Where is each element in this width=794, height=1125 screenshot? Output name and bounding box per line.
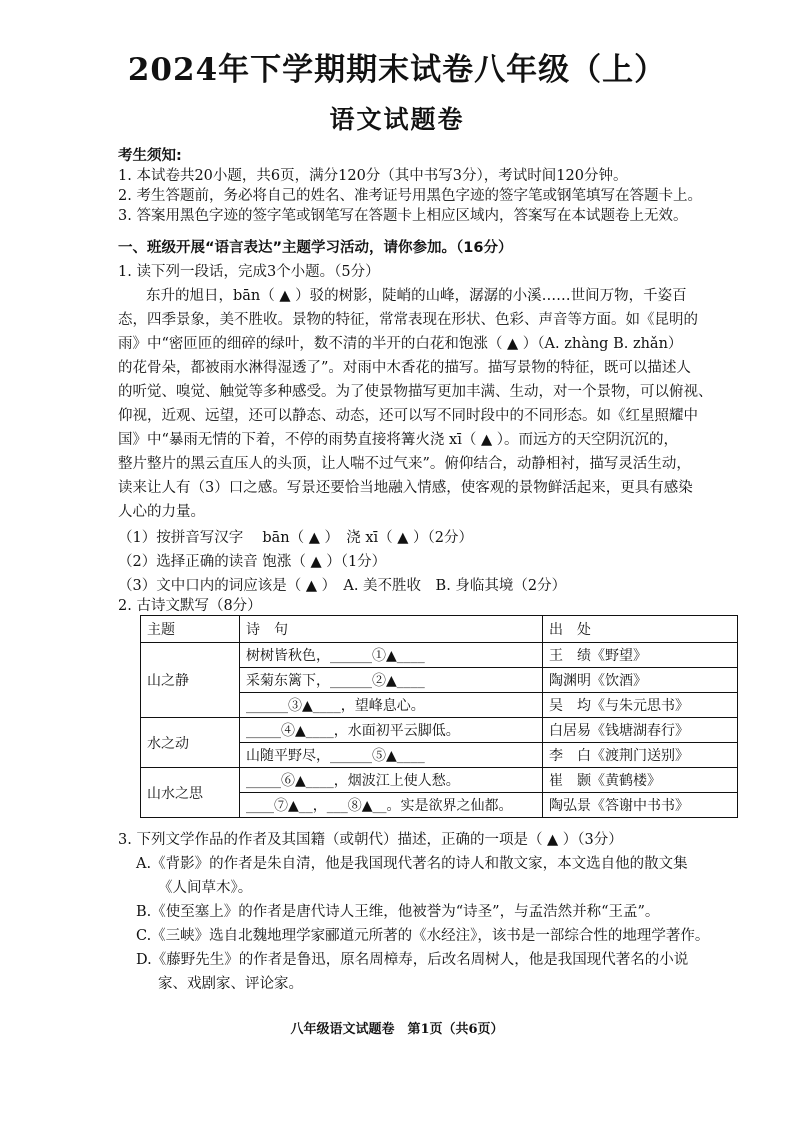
verse-cell: 采菊东篱下，______②▲____ [240, 668, 543, 693]
notice-item: 1. 本试卷共20小题，共6页，满分120分（其中书写3分），考试时间120分钟。 [118, 168, 628, 184]
sub-question: （1）按拼音写汉字 bān（ ▲ ） 浇 xī（ ▲ ）（2分） [118, 530, 473, 546]
option-line: 《人间草木》。 [158, 880, 253, 896]
table-header: 主题 [141, 616, 240, 643]
passage-line: 整片整片的黑云直压人的头顶，让人喘不过气来”。俯仰结合，动静相衬，描写灵活生动， [118, 456, 691, 472]
option-line: D.《藤野先生》的作者是鲁迅，原名周樟寿，后改名周树人，他是我国现代著名的小说 [136, 952, 689, 968]
table-header: 出 处 [543, 616, 738, 643]
verse-cell: 树树皆秋色，______①▲____ [240, 643, 543, 668]
poetry-table [140, 615, 738, 818]
question-stem: 2. 古诗文默写（8分） [118, 598, 262, 614]
source-cell: 白居易《钱塘湖春行》 [543, 718, 738, 743]
question-stem: 3. 下列文学作品的作者及其国籍（或朝代）描述，正确的一项是（ ▲ ）（3分） [118, 832, 623, 848]
exam-title: 2024年下学期期末试卷八年级（上） [127, 52, 667, 88]
source-cell: 王 绩《野望》 [543, 643, 738, 668]
exam-subtitle: 语文试题卷 [329, 105, 465, 134]
option-line: B.《使至塞上》的作者是唐代诗人王维，他被誉为“诗圣”，与孟浩然并称“王孟”。 [136, 904, 660, 920]
source-cell: 崔 颢《黄鹤楼》 [543, 768, 738, 793]
notice-item: 2. 考生答题前，务必将自己的姓名、准考证号用黑色字迹的签字笔或钢笔填写在答题卡上。 [118, 188, 702, 204]
theme-cell: 水之动 [141, 718, 240, 768]
option-line: C.《三峡》选自北魏地理学家郦道元所著的《水经注》，该书是一部综合性的地理学著作。 [136, 928, 710, 944]
source-cell: 陶渊明《饮酒》 [543, 668, 738, 693]
verse-cell: 山随平野尽，______⑤▲____ [240, 743, 543, 768]
passage-line: 读来让人有（3）口之感。写景还要恰当地融入情感，使客观的景物鲜活起来，更具有感染 [118, 480, 693, 496]
theme-cell: 山水之思 [141, 768, 240, 818]
passage-line: 的花骨朵，都被雨水淋得湿透了”。对雨中木香花的描写。描写景物的特征，既可以描述人 [118, 360, 691, 376]
notice-heading: 考生须知: [118, 148, 182, 164]
source-cell: 李 白《渡荆门送别》 [543, 743, 738, 768]
question-stem: 1. 读下列一段话，完成3个小题。（5分） [118, 264, 380, 280]
passage-line: 的听觉、嗅觉、触觉等多种感受。为了使景物描写更加丰满、生动，对一个景物，可以俯视、 [118, 384, 713, 400]
verse-cell: _____④▲____，水面初平云脚低。 [240, 718, 543, 743]
passage-line: 仰视，近观、远望，还可以静态、动态，还可以写不同时段中的不同形态。如《红星照耀中 [118, 408, 698, 424]
notice-item: 3. 答案用黑色字迹的签字笔或钢笔写在答题卡上相应区域内，答案写在本试题卷上无效。 [118, 208, 688, 224]
option-line: 家、戏剧家、评论家。 [158, 976, 303, 992]
passage-line: 态，四季景象，美不胜收。景物的特征，常常表现在形状、色彩、声音等方面。如《昆明的 [118, 312, 698, 328]
passage-line: 雨》中“密匝匝的细碎的绿叶，数不清的半开的白花和饱涨（ ▲ ）（A. zhàng B. zhǎn） [118, 336, 683, 352]
table-header: 诗 句 [240, 616, 543, 643]
source-cell: 吴 均《与朱元思书》 [543, 693, 738, 718]
table-row [141, 718, 738, 743]
source-cell: 陶弘景《答谢中书书》 [543, 793, 738, 818]
verse-cell: ______③▲____，望峰息心。 [240, 693, 543, 718]
theme-cell: 山之静 [141, 643, 240, 718]
section-heading: 一、班级开展“语言表达”主题学习活动，请你参加。（16分） [118, 240, 513, 256]
page-footer: 八年级语文试题卷 第1页（共6页） [290, 1022, 504, 1037]
sub-question: （3）文中口内的词应该是（ ▲ ） A. 美不胜收 B. 身临其境（2分） [118, 578, 567, 594]
option-line: A.《背影》的作者是朱自清，他是我国现代著名的诗人和散文家，本文选自他的散文集 [136, 856, 688, 872]
sub-question: （2）选择正确的读音 饱涨（ ▲ ）（1分） [118, 554, 387, 570]
table-row [141, 643, 738, 668]
table-row [141, 768, 738, 793]
table-header-row [141, 616, 738, 643]
verse-cell: ____⑦▲__，___⑧▲__。实是欲界之仙都。 [240, 793, 543, 818]
passage-line: 国》中“暴雨无情的下着，不停的雨势直接将篝火浇 xī（ ▲ ）。而远方的天空阴沉沉的， [118, 432, 678, 448]
passage-line: 人心的力量。 [118, 504, 205, 520]
verse-cell: _____⑥▲____，烟波江上使人愁。 [240, 768, 543, 793]
passage-line: 东升的旭日，bān（ ▲ ）驳的树影，陡峭的山峰，潺潺的小溪……世间万物，千姿百 [146, 288, 687, 304]
